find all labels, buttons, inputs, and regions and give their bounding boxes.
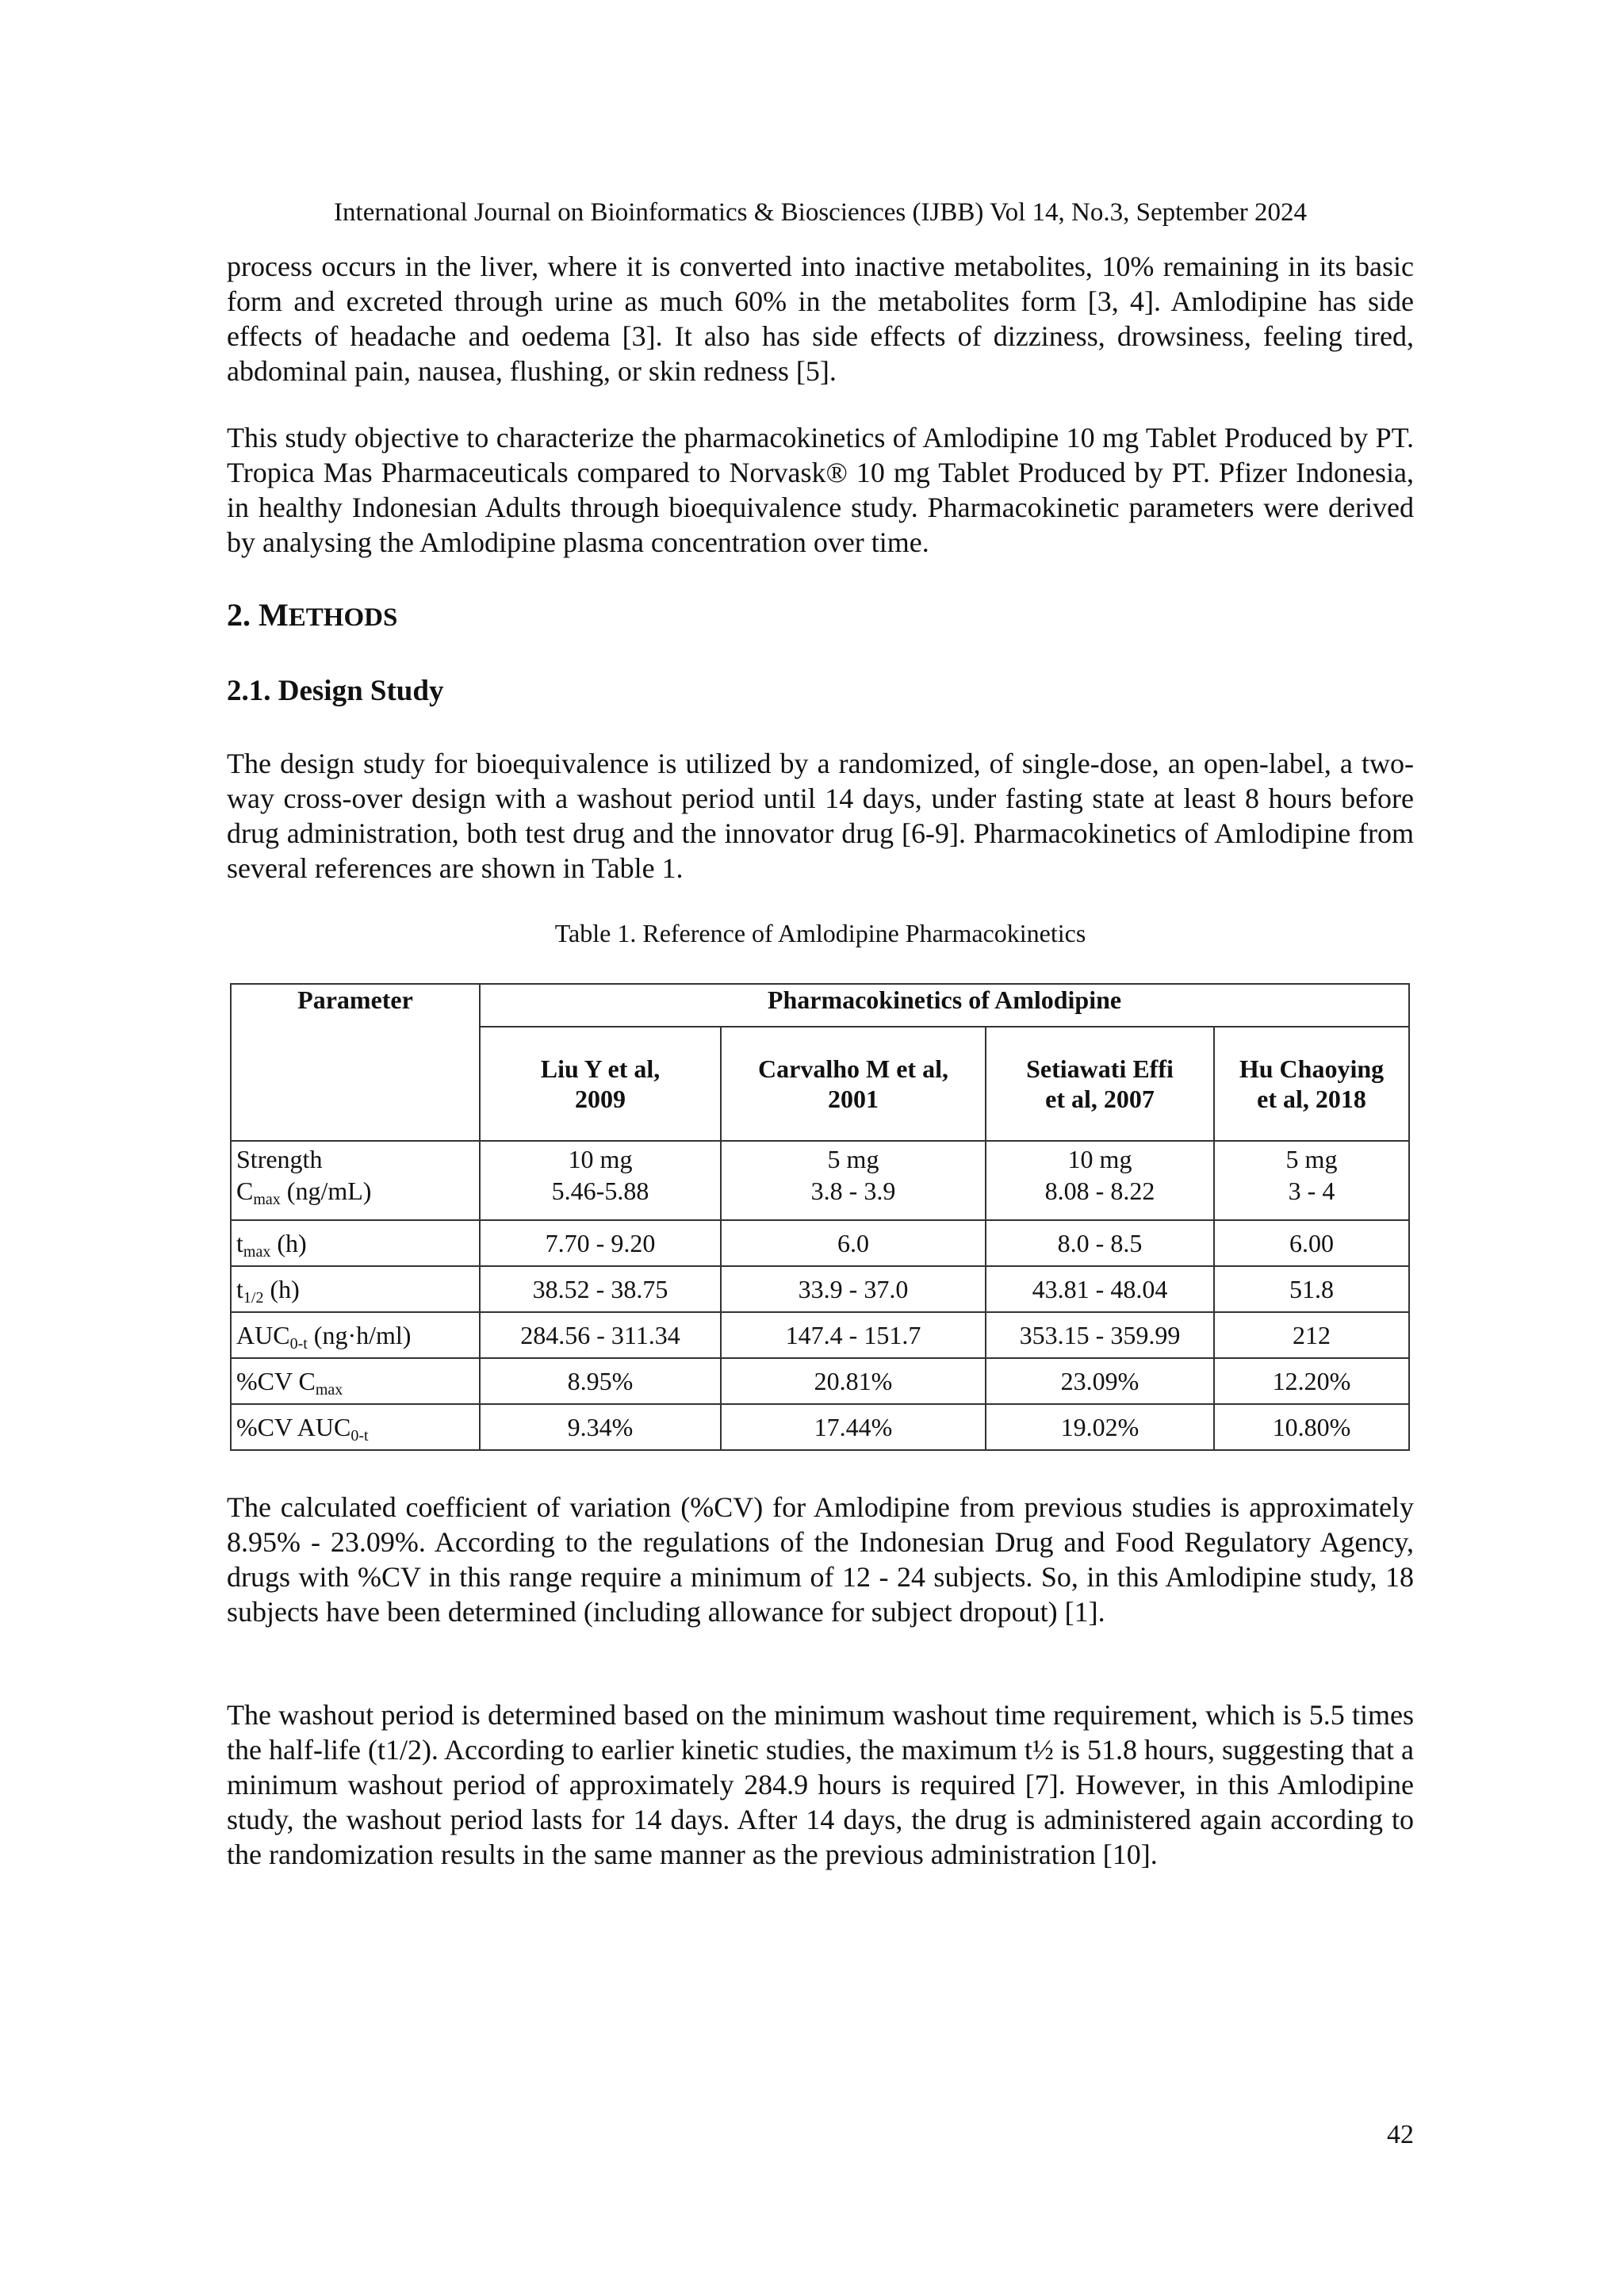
table-cell: 5.46-5.88 [480, 1176, 721, 1220]
study-header: Carvalho M et al, 2001 [721, 1027, 986, 1141]
paragraph-washout-period: The washout period is determined based on the minimum washout time requirement, which is 5.5 times the half-life (t1/2). According to earlier kinetic studies, the maximum t½ is 51.8 hours, suggesting that a minimum washout period of approximately 284.9 hours is required [7]. However, in this Amlodipine study, the washout period lasts for 14 days. After 14 days, the drug is administered again according to the randomization results in the same manner as the previous administration [10]. [227, 1699, 1414, 1870]
table-cell: 212 [1214, 1312, 1409, 1358]
table-row [231, 1312, 1409, 1358]
table-cell: 147.4 - 151.7 [721, 1312, 986, 1358]
study-header: Liu Y et al, 2009 [480, 1027, 721, 1141]
row-label: %CV $AUC_{0-t}$ [231, 1404, 480, 1450]
table-cell: 7.70 - 9.20 [480, 1220, 721, 1266]
table-row [231, 1404, 1409, 1450]
table-cell: 10 mg [986, 1141, 1214, 1176]
page-number: 42 [1387, 2120, 1414, 2149]
table-cell: 9.34% [480, 1404, 721, 1450]
table-cell: 5 mg [721, 1141, 986, 1176]
table-cell: 5 mg [1214, 1141, 1409, 1176]
table-cell: 43.81 - 48.04 [986, 1266, 1214, 1312]
table-cell: 10.80% [1214, 1404, 1409, 1450]
table-cell: 6.0 [721, 1220, 986, 1266]
subsection-heading-design-study: 2.1. Design Study [227, 675, 444, 707]
table-cell: 51.8 [1214, 1266, 1409, 1312]
paragraph-side-effects: process occurs in the liver, where it is converted into inactive metabolites, 10% remaining in its basic form and excreted through urine as much 60% in the metabolites form [3, 4]. Amlodipine has side effects of headache and oedema [3]. It also has side effects of dizziness, drowsiness, feeling tired, abdominal pain, nausea, flushing, or skin redness [5]. [227, 251, 1414, 387]
section-initial: M [259, 597, 289, 633]
table-row [231, 1266, 1409, 1312]
table-cell: 10 mg [480, 1141, 721, 1176]
table-cell: 8.0 - 8.5 [986, 1220, 1214, 1266]
table-row [231, 1176, 1409, 1220]
section-heading-methods [227, 596, 397, 637]
table-cell: 33.9 - 37.0 [721, 1266, 986, 1312]
row-label: %CV $C_{max}$ [231, 1358, 480, 1404]
row-label: $C_{max}$ (ng/mL) [231, 1176, 480, 1220]
table-header-row [231, 984, 1409, 1027]
table-cell: 8.08 - 8.22 [986, 1176, 1214, 1220]
table-caption: Table 1. Reference of Amlodipine Pharmacokinetics [554, 919, 1086, 947]
row-label: $t_{max}$ (h) [231, 1220, 480, 1266]
page [227, 0, 1414, 2296]
table-row [231, 1141, 1409, 1176]
paragraph-design-study: The design study for bioequivalence is utilized by a randomized, of single-dose, an open-label, a two-way cross-over design with a washout period until 14 days, under fasting state at least 8 hours before drug administration, both test drug and the innovator drug [6-9]. Pharmacokinetics of Amlodipine from several references are shown in Table 1. [227, 748, 1414, 884]
table-cell: 6.00 [1214, 1220, 1409, 1266]
table-cell: 3.8 - 3.9 [721, 1176, 986, 1220]
table-cell: 38.52 - 38.75 [480, 1266, 721, 1312]
table-row [231, 1358, 1409, 1404]
table-cell: 3 - 4 [1214, 1176, 1409, 1220]
section-rest: ETHODS [288, 603, 398, 632]
study-header: Setiawati Effi et al, 2007 [986, 1027, 1214, 1141]
row-label: Strength [231, 1141, 480, 1176]
study-header: Hu Chaoying et al, 2018 [1214, 1027, 1409, 1141]
paragraph-coefficient-variation: The calculated coefficient of variation (%CV) for Amlodipine from previous studies is approximately 8.95% - 23.09%. According to the regulations of the Indonesian Drug and Food Regulatory Agency, drugs with %CV in this range require a minimum of 12 - 24 subjects. So, in this Amlodipine study, 18 subjects have been determined (including allowance for subject dropout) [1]. [227, 1491, 1414, 1628]
table-cell: 353.15 - 359.99 [986, 1312, 1214, 1358]
table-cell: 8.95% [480, 1358, 721, 1404]
pharmacokinetics-table [230, 983, 1410, 1451]
journal-header: International Journal on Bioinformatics & Biosciences (IJBB) Vol 14, No.3, September 2024 [334, 198, 1307, 227]
parameter-header: Parameter [231, 984, 480, 1141]
paragraph-study-objective: This study objective to characterize the pharmacokinetics of Amlodipine 10 mg Tablet Produced by PT. Tropica Mas Pharmaceuticals compared to Norvask® 10 mg Tablet Produced by PT. Pfizer Indonesia, in healthy Indonesian Adults through bioequivalence study. Pharmacokinetic parameters were derived by analysing the Amlodipine plasma concentration over time. [227, 422, 1414, 558]
row-label: $AUC_{0-t}$ (ng·h/ml) [231, 1312, 480, 1358]
table-cell: 12.20% [1214, 1358, 1409, 1404]
table-cell: 19.02% [986, 1404, 1214, 1450]
table-row [231, 1220, 1409, 1266]
section-number: 2. [227, 597, 259, 633]
table-cell: 23.09% [986, 1358, 1214, 1404]
table-cell: 20.81% [721, 1358, 986, 1404]
table-cell: 284.56 - 311.34 [480, 1312, 721, 1358]
group-header: Pharmacokinetics of Amlodipine [480, 984, 1409, 1027]
row-label: $t_{1/2}$ (h) [231, 1266, 480, 1312]
table-cell: 17.44% [721, 1404, 986, 1450]
